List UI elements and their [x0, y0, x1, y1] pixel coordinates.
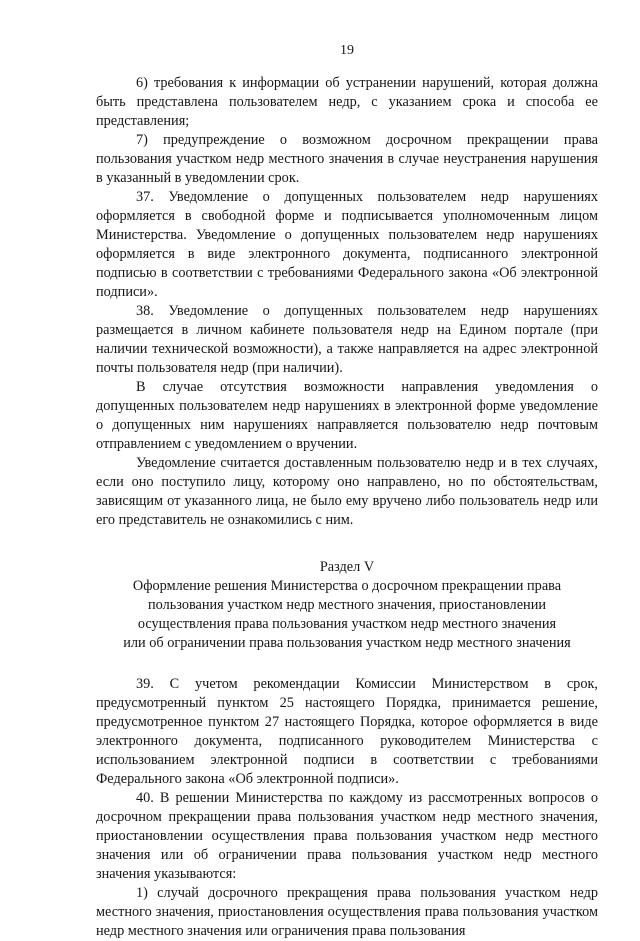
paragraph-38: 38. Уведомление о допущенных пользователем недр нарушениях размещается в личном кабинете пользователя недр на Едином портале (при наличии технической возможности), а также направляется на адрес электронной почты пользователя недр (при наличии).: [96, 303, 598, 376]
paragraph-item-6: 6) требования к информации об устранении нарушений, которая должна быть представлена пользователем недр, с указанием срока и способа ее представления;: [96, 75, 598, 129]
paragraph-40-item-1: 1) случай досрочного прекращения права пользования участком недр местного значения, приостановления осуществления права пользования участком недр местного значения или ограничения права пользования: [96, 885, 598, 939]
section-title: [96, 577, 598, 653]
section-title-line: или об ограничении права пользования участком недр местного значения: [123, 635, 571, 651]
section-heading: [96, 558, 598, 577]
paragraph-38-delivered: Уведомление считается доставленным пользователю недр и в тех случаях, если оно поступило лицу, которому оно направлено, но по обстоятельствам, зависящим от указанного лица, не было ему вручено либо пользователь недр или его представитель не ознакомились с ним.: [96, 455, 598, 528]
section-title-line: Оформление решения Министерства о досрочном прекращении права: [132, 578, 562, 594]
section-title-line: пользования участком недр местного значения, приостановлении: [147, 597, 546, 613]
page-number: 19: [340, 43, 354, 58]
paragraph-39: 39. С учетом рекомендации Комиссии Министерством в срок, предусмотренный пунктом 25 настоящего Порядка, принимается решение, предусмотренное пунктом 27 настоящего Порядка, которое оформляется в виде электронного документа, подписанного руководителем Министерства с использованием электронной подписи в соответствии с требованиями Федерального закона «Об электронной подписи».: [96, 676, 598, 787]
section-number: Раздел V: [319, 559, 375, 575]
section-title-line: осуществления права пользования участком недр местного значения: [137, 616, 557, 632]
paragraph-40: 40. В решении Министерства по каждому из рассмотренных вопросов о досрочном прекращении права пользования участком недр местного значения, приостановлении осуществления права пользования участком недр местного значения или об ограничении права пользования участком недр местного значения указываются:: [96, 790, 598, 882]
paragraph-item-7: 7) предупреждение о возможном досрочном прекращении права пользования участком недр местного значения в случае неустранения нарушения в указанный в уведомлении срок.: [96, 132, 598, 186]
paragraph-37: 37. Уведомление о допущенных пользователем недр нарушениях оформляется в свободной форме и подписывается уполномоченным лицом Министерства. Уведомление о допущенных пользователем недр нарушениях оформляется в виде электронного документа, подписанного электронной подписью в соответствии с требованиями Федерального закона «Об электронной подписи».: [96, 189, 598, 300]
paragraph-38-no-electronic: В случае отсутствия возможности направления уведомления о допущенных пользователем недр нарушениях в электронной форме уведомление о допущенных ним нарушениях направляется пользователю недр почтовым отправлением с уведомлением о вручении.: [96, 379, 598, 452]
